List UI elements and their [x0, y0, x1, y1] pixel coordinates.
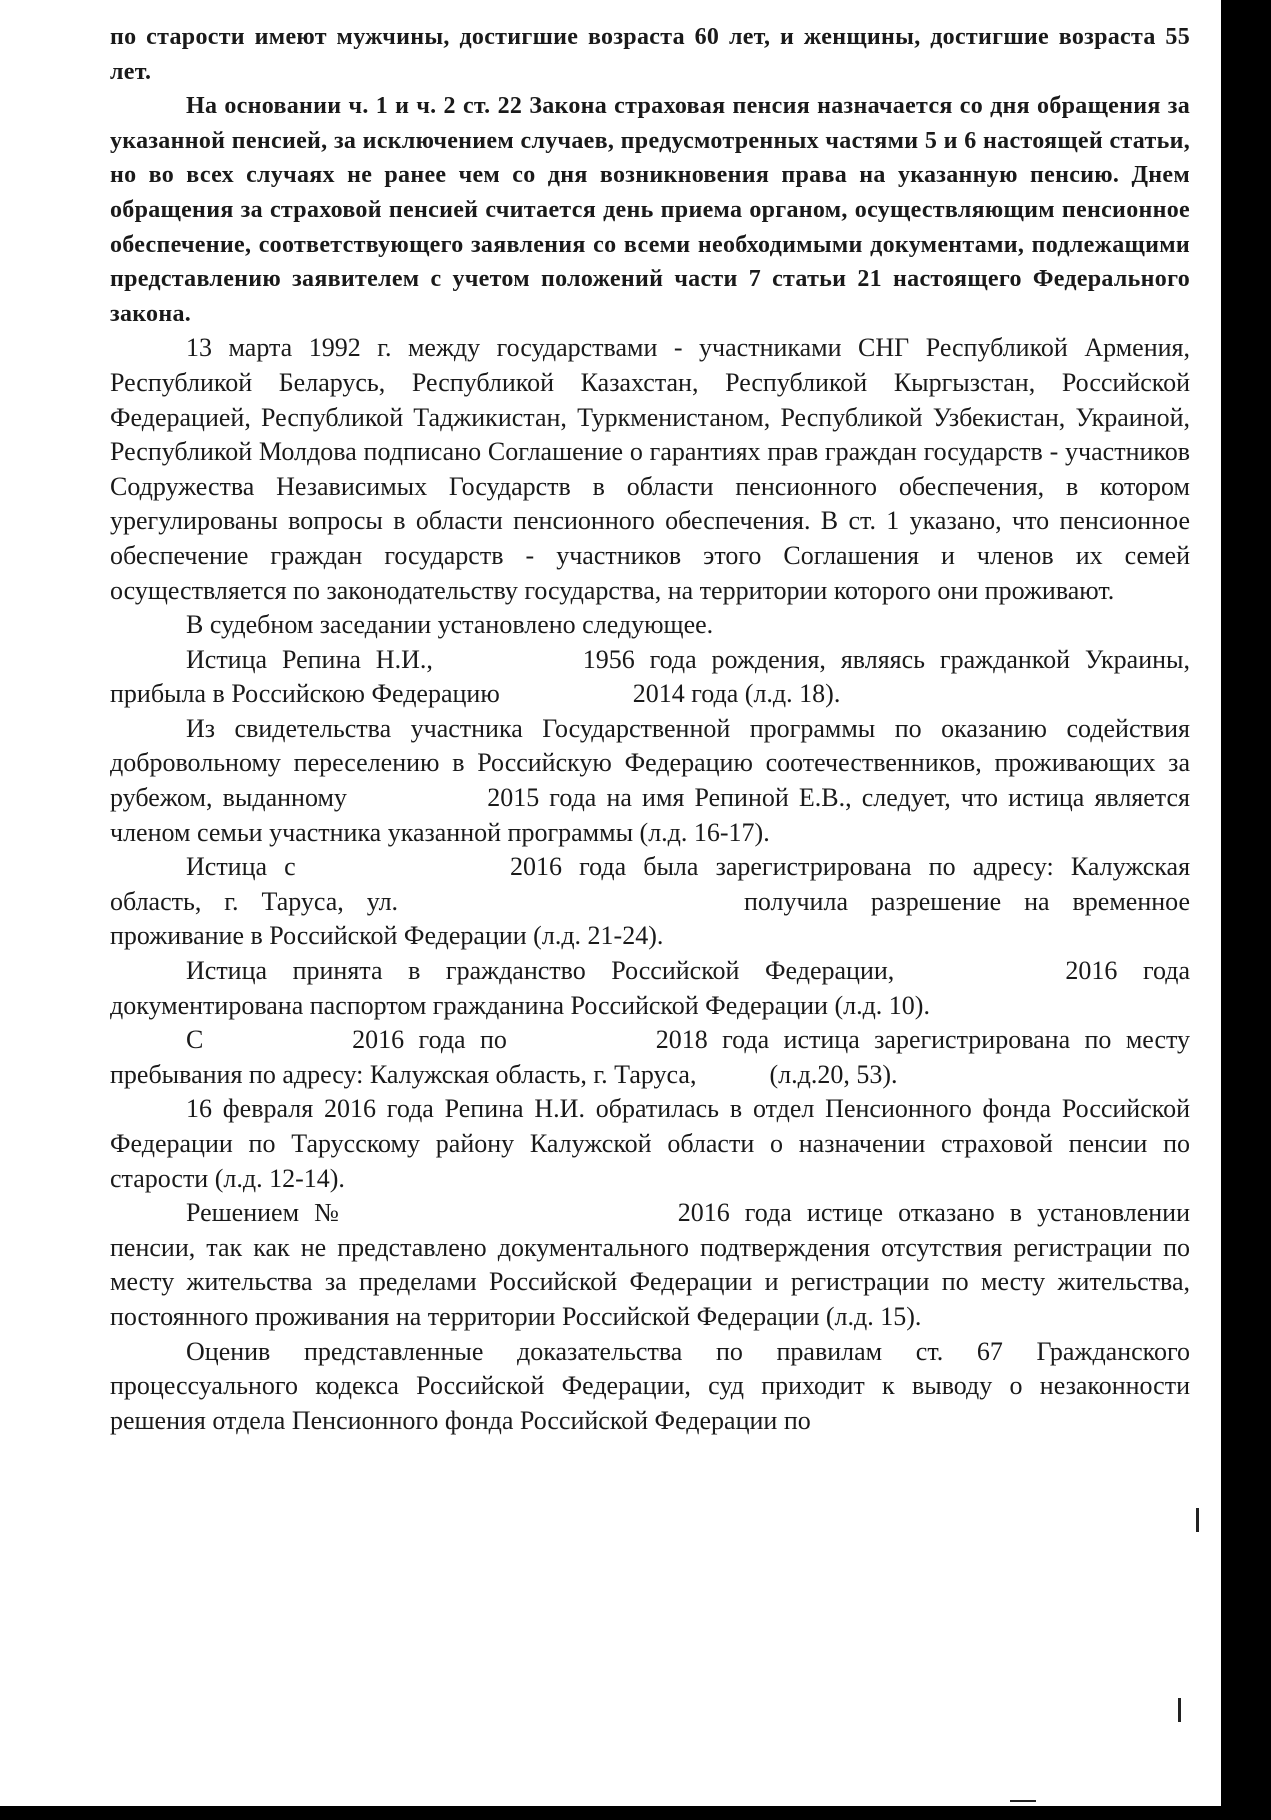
- paragraph-registration: [110, 850, 1190, 954]
- text: Истица Репина Н.И.,: [186, 644, 433, 674]
- paragraph-court-assessment: [110, 1335, 1190, 1439]
- text: 16 февраля 2016 года Репина Н.И. обратилась в отдел Пенсионного фонда Российской Федерации по Тарусскому району Калужской области о назначении страховой пенсии по старости (л.д. 12-14).: [110, 1094, 1190, 1193]
- text: 2016 года документирована паспортом гражданина Российской Федерации (л.д. 10).: [110, 956, 1191, 1020]
- text: 1956 года рождения, являясь гражданкой Украины, прибыла в Российскою Федерацию: [110, 644, 1191, 709]
- text: 2018 года истица зарегистрирована по месту пребывания по адресу: Калужская область, г. Таруса,: [110, 1025, 1191, 1089]
- text: Истица с: [186, 852, 296, 882]
- text: по старости имеют мужчины, достигшие возраста 60 лет, и женщины, достигшие возраста 55 лет.: [110, 24, 1190, 85]
- paragraph-law-article-22: [110, 89, 1190, 331]
- text: 2015 года на имя Репиной Е.В., следует, что истица является членом семьи участника указанной программы (л.д. 16-17).: [110, 783, 1190, 847]
- text: 13 марта 1992 г. между государствами - участниками СНГ Республикой Армения, Республикой Беларусь, Республикой Казахстан, Республикой Кыргызстан, Российской Федерацией, Республикой Таджикистан, Туркменистаном, Республикой Узбекистан, Украиной, Республикой Молдова подписано Соглашение о гарантиях прав граждан государств - участников Содружества Независимых Государств в области пенсионного обеспечения, в котором урегулированы вопросы в области пенсионного обеспечения. В ст. 1 указано, что пенсионное обеспечение граждан государств - участников этого Соглашения и членов их семей осуществляется по законодательству государства, на территории которого они проживают.: [110, 333, 1190, 605]
- text: Из свидетельства участника Государственной программы по оказанию содействия добровольному переселению в Российскую Федерацию соотечественников, проживающих за рубежом, выданному: [110, 713, 1190, 813]
- text: Решением №: [186, 1198, 348, 1228]
- text: На основании ч. 1 и ч. 2 ст. 22 Закона страховая пенсия назначается со дня обращения за указанной пенсией, за исключением случаев, предусмотренных частями 5 и 6 настоящей статьи, но во всех случаях не ранее чем со дня возникновения права на указанную пенсию. Днем обращения за страховой пенсией считается день приема органом, осуществляющим пенсионное обеспечение, соответствующего заявления со всеми необходимыми документами, подлежащими представлению заявителем с учетом положений части 7 статьи 21 настоящего Федерального закона.: [110, 93, 1190, 327]
- paragraph-cis-agreement: [110, 331, 1190, 608]
- text: Оценив представленные доказательства по правилам ст. 67 Гражданского процессуального кодекса Российской Федерации, суд приходит к выводу о незаконности решения отдела Пенсионного фонда Российской Федерации по: [110, 1336, 1190, 1435]
- paragraph-certificate: [110, 712, 1190, 850]
- paragraph-plaintiff-arrival: [110, 643, 1190, 712]
- paragraph-citizenship: [110, 954, 1190, 1023]
- text: 2016 года по: [352, 1025, 507, 1055]
- document-page: [110, 20, 1190, 1438]
- paragraph-decision: [110, 1196, 1190, 1334]
- paragraph-established: [110, 608, 1190, 643]
- text: 2014 года (л.д. 18).: [632, 679, 841, 709]
- paragraph-temporary-stay: [110, 1023, 1190, 1092]
- paragraph-continuation: [110, 20, 1190, 89]
- text: С: [186, 1025, 204, 1055]
- paragraph-application: [110, 1092, 1190, 1196]
- text: 2016 года была зарегистрирована по адресу: Калужская область, г. Таруса, ул.: [110, 852, 1191, 916]
- text: (л.д.20, 53).: [769, 1059, 898, 1089]
- text: Истица принята в гражданство Российской Федерации,: [186, 956, 895, 986]
- text: 2016 года истице отказано в установлении пенсии, так как не представлено документального подтверждения отсутствия регистрации по месту жительства за пределами Российской Федерации и регистрации по месту жительства, постоянного проживания на территории Российской Федерации (л.д. 15).: [110, 1198, 1191, 1331]
- text: получила разрешение на временное проживание в Российской Федерации (л.д. 21-24).: [110, 886, 1191, 951]
- text: В судебном заседании установлено следующее.: [186, 610, 714, 640]
